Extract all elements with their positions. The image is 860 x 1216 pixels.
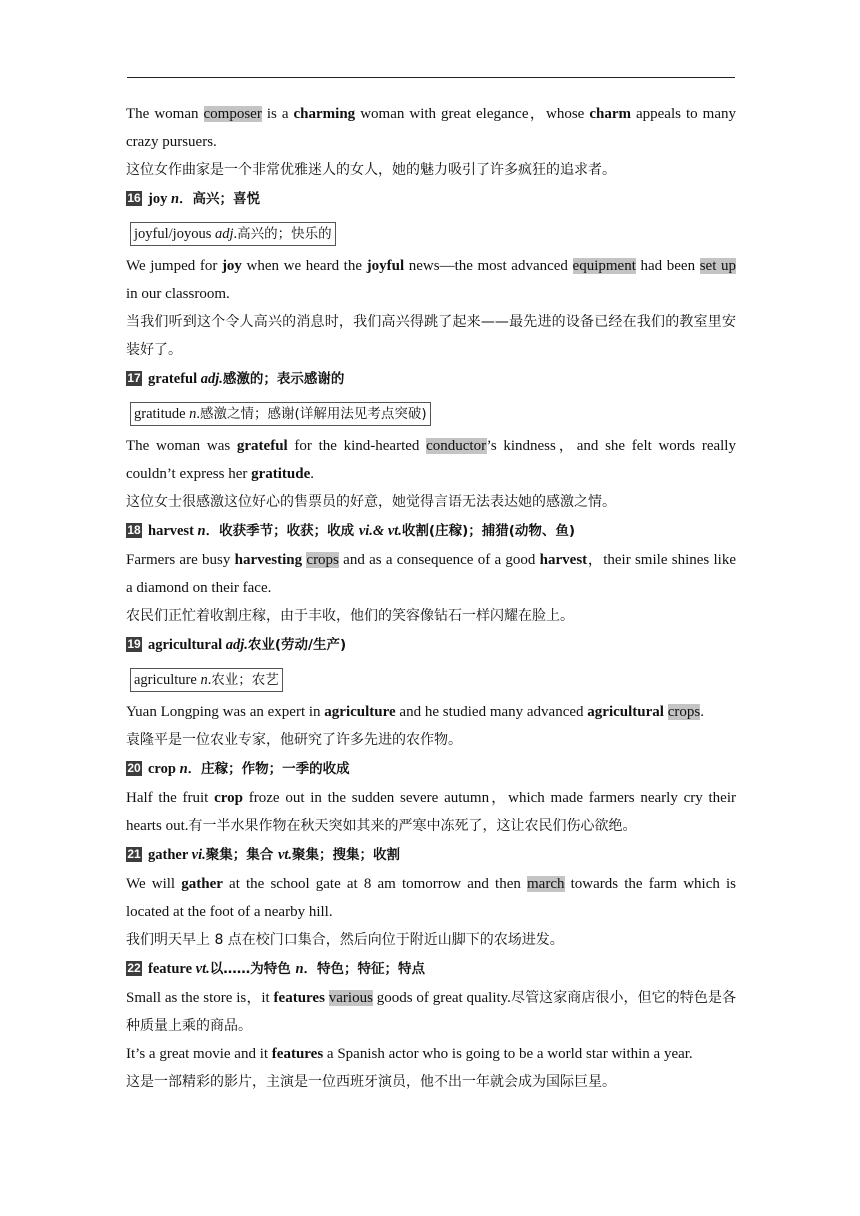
- example-sentence: [126, 698, 736, 726]
- text-segment: joyful/joyous: [134, 226, 215, 242]
- text-segment: .: [700, 704, 704, 720]
- derivative-box-row: [126, 214, 736, 252]
- entry-number-badge: 22: [127, 961, 141, 975]
- text-segment: had been: [635, 258, 700, 274]
- text-segment: adj: [214, 226, 234, 242]
- keyword: charm: [589, 106, 631, 122]
- example-sentence: [126, 1040, 736, 1068]
- entry-headword: [126, 630, 736, 660]
- text-segment: We will: [126, 876, 182, 892]
- definition: ．庄稼；作物；一季的收成: [187, 761, 350, 777]
- text-segment: towards the farm which is located at the foot of a nearby hill.: [126, 876, 736, 920]
- derivative-box: [130, 402, 431, 426]
- example-translation: 我们明天早上 8 点在校门口集合，然后向位于附近山脚下的农场进发。: [126, 932, 564, 948]
- example-sentence: [126, 984, 736, 1040]
- definition: 聚集；集合: [205, 847, 278, 863]
- entry-number-badge: 19: [127, 637, 141, 651]
- example-sentence: [126, 252, 736, 308]
- text-segment: 农业；农艺: [211, 672, 279, 688]
- text-segment: ，their smile shines like a diamond on their face.: [126, 552, 737, 596]
- definition: ．特色；特征；特点: [303, 961, 426, 977]
- definition: 聚集；搜集；收割: [292, 847, 401, 863]
- headword-term: adj.: [200, 371, 223, 387]
- keyword: joyful: [366, 258, 405, 274]
- text-segment: is a: [261, 106, 294, 122]
- entry-number-badge: 18: [127, 523, 141, 537]
- example-sentence: [126, 100, 736, 156]
- text-segment: gratitude: [134, 406, 190, 422]
- keyword: features: [273, 990, 325, 1006]
- text-segment: agriculture: [134, 672, 201, 688]
- highlighted-word: march: [527, 876, 565, 892]
- headword-term: harvest: [148, 523, 198, 539]
- vocab-entry-22: [126, 954, 736, 1096]
- text-segment: 尽管这家商店很小，但它的特色是各种质量上乘的商品。: [126, 990, 737, 1034]
- entry-number-badge: 16: [127, 191, 141, 205]
- headword-term: feature: [148, 961, 196, 977]
- text-segment: for the kind-hearted: [287, 438, 427, 454]
- example-translation: 当我们听到这个令人高兴的消息时，我们高兴得跳了起来——最先进的设备已经在我们的教室里安装好了。: [126, 314, 736, 358]
- example-sentence: [126, 870, 736, 926]
- text-segment: 高兴的；快乐的: [237, 226, 332, 242]
- text-segment: n: [200, 672, 208, 688]
- text-segment: at the school gate at 8 am tomorrow and then: [222, 876, 528, 892]
- keyword: grateful: [236, 438, 288, 454]
- definition: 以……为特色: [209, 961, 296, 977]
- text-segment: .: [196, 406, 201, 422]
- derivative-box: [130, 668, 283, 692]
- headword-term: vt.: [195, 961, 210, 977]
- example-sentence: [126, 432, 736, 488]
- entry-headword: [126, 840, 736, 870]
- text-segment: when we heard the: [241, 258, 367, 274]
- text-segment: a Spanish actor who is going to be a world star within a year.: [323, 1046, 693, 1062]
- highlighted-word: equipment: [572, 258, 636, 274]
- text-segment: Farmers are busy: [126, 552, 235, 568]
- derivative-box: [130, 222, 336, 246]
- example-sentence: [126, 546, 736, 602]
- definition: ．收获季节；收获；收成: [205, 523, 359, 539]
- text-segment: appeals to many crazy pursuers.: [126, 106, 736, 150]
- text-segment: and he studied many advanced: [395, 704, 588, 720]
- highlighted-word: crops: [306, 552, 339, 568]
- keyword: agriculture: [324, 704, 396, 720]
- text-segment: The woman was: [126, 438, 237, 454]
- definition: ．高兴；喜悦: [179, 191, 261, 207]
- text-segment: n: [189, 406, 197, 422]
- keyword: harvest: [539, 552, 588, 568]
- text-segment: It’s a great movie and it: [126, 1046, 272, 1062]
- headword-term: vi.& vt.: [358, 523, 402, 539]
- headword-term: grateful: [148, 371, 201, 387]
- header-rule: [127, 77, 735, 78]
- keyword: gather: [181, 876, 223, 892]
- text-segment: woman with great elegance，whose: [355, 106, 590, 122]
- headword-term: adj.: [225, 637, 248, 653]
- definition: 收割(庄稼)；捕猎(动物、鱼): [401, 523, 576, 539]
- keyword: features: [271, 1046, 324, 1062]
- entry-headword: [126, 516, 736, 546]
- text-segment: .: [207, 672, 212, 688]
- vocab-entry-18: [126, 516, 736, 630]
- text-segment: Small as the store is，it: [126, 990, 274, 1006]
- vocab-entry-17: [126, 364, 736, 516]
- text-segment: We jumped for: [126, 258, 222, 274]
- text-segment: and as a consequence of a good: [338, 552, 540, 568]
- keyword: joy: [221, 258, 242, 274]
- example-translation: 这是一部精彩的影片，主演是一位西班牙演员，他不出一年就会成为国际巨星。: [126, 1074, 616, 1090]
- headword-term: crop: [148, 761, 180, 777]
- headword-term: n: [295, 961, 304, 977]
- headword-term: n: [197, 523, 206, 539]
- entry-headword: [126, 184, 736, 214]
- example-translation: 袁隆平是一位农业专家，他研究了许多先进的农作物。: [126, 732, 462, 748]
- entry-headword: [126, 754, 736, 784]
- text-segment: froze out in the sudden severe autumn，which made farmers nearly cry their hearts out.: [126, 790, 736, 834]
- entry-headword: [126, 954, 736, 984]
- highlighted-word: crops: [667, 704, 701, 720]
- highlighted-word: set up: [699, 258, 736, 274]
- keyword: charming: [293, 106, 356, 122]
- keyword: gratitude: [251, 466, 311, 482]
- text-segment: .: [233, 226, 238, 242]
- highlighted-word: conductor: [426, 438, 487, 454]
- headword-term: joy: [148, 191, 171, 207]
- text-segment: in our classroom.: [126, 286, 230, 302]
- example-translation: 这位女士很感激这位好心的售票员的好意，她觉得言语无法表达她的感激之情。: [126, 494, 616, 510]
- vocabulary-page: [126, 100, 736, 1096]
- vocab-entry-21: [126, 840, 736, 954]
- text-segment: 有一半水果作物在秋天突如其来的严寒中冻死了，这让农民们伤心欲绝。: [188, 818, 637, 834]
- vocab-entry-16: [126, 184, 736, 364]
- vocab-entry-20: [126, 754, 736, 840]
- highlighted-word: composer: [203, 106, 262, 122]
- text-segment: news—the most advanced: [404, 258, 573, 274]
- definition: 感激的；表示感谢的: [222, 371, 345, 387]
- entry-headword: [126, 364, 736, 394]
- text-segment: ’s kindness，and she felt words really couldn’t express her: [126, 438, 736, 482]
- headword-term: vt.: [277, 847, 293, 863]
- definition: 农业(劳动/生产): [247, 637, 347, 653]
- text-segment: The woman: [126, 106, 204, 122]
- derivative-box-row: [126, 394, 736, 432]
- entry-number-badge: 20: [127, 761, 141, 775]
- highlighted-word: various: [328, 990, 373, 1006]
- text-segment: .: [310, 466, 315, 482]
- example-translation: 这位女作曲家是一个非常优雅迷人的女人，她的魅力吸引了许多疯狂的追求者。: [126, 162, 616, 178]
- entry-number-badge: 21: [127, 847, 141, 861]
- headword-term: n: [170, 191, 180, 207]
- headword-term: n: [179, 761, 188, 777]
- keyword: harvesting: [234, 552, 303, 568]
- derivative-box-row: [126, 660, 736, 698]
- example-translation: 农民们正忙着收割庄稼，由于丰收，他们的笑容像钻石一样闪耀在脸上。: [126, 608, 574, 624]
- text-segment: 感激之情；感谢(详解用法见考点突破): [200, 406, 427, 422]
- headword-term: agricultural: [148, 637, 226, 653]
- text-segment: Yuan Longping was an expert in: [126, 704, 325, 720]
- text-segment: Half the fruit: [126, 790, 215, 806]
- text-segment: goods of great quality.: [372, 990, 511, 1006]
- keyword: crop: [214, 790, 243, 806]
- entry-number-badge: 17: [127, 371, 141, 385]
- keyword: agricultural: [587, 704, 664, 720]
- vocab-entry-charm-tail: [126, 100, 736, 184]
- vocab-entry-19: [126, 630, 736, 754]
- headword-term: vi.: [191, 847, 206, 863]
- example-sentence: [126, 784, 736, 840]
- headword-term: gather: [148, 847, 192, 863]
